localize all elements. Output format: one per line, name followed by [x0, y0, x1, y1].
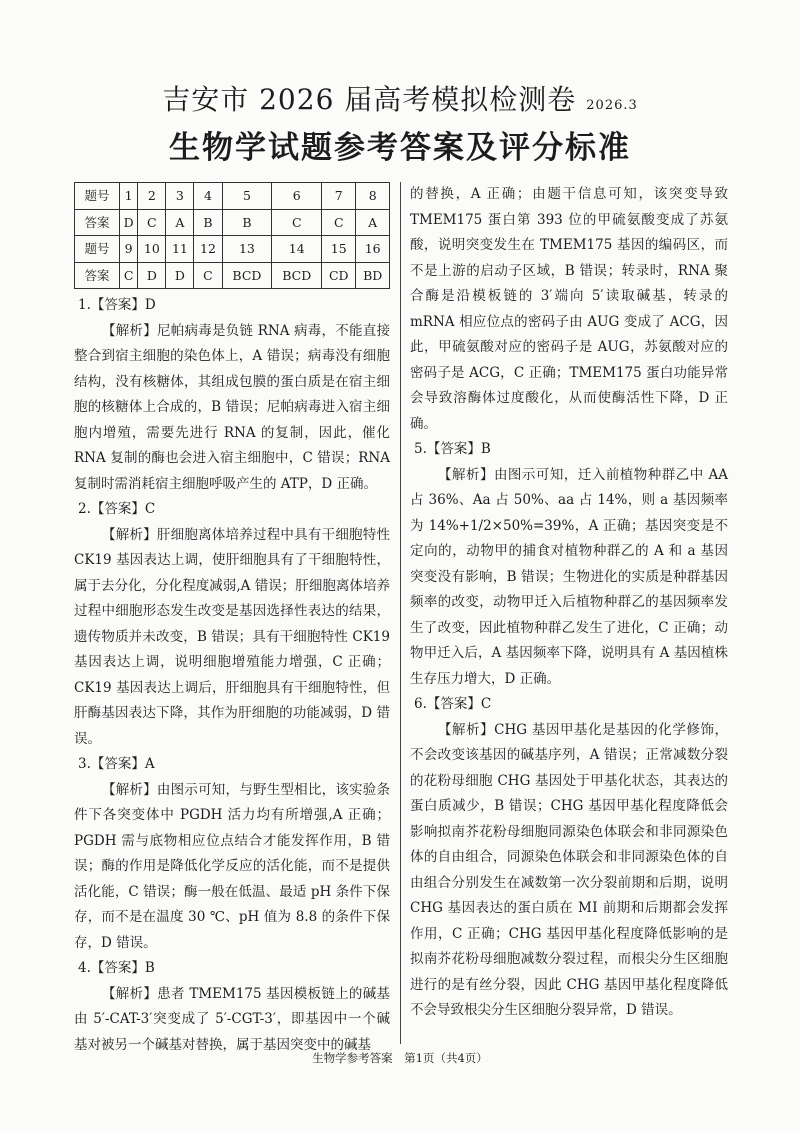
explanation-text: 【解析】肝细胞离体培养过程中具有干细胞特性 CK19 基因表达上调，使肝细胞具有了干细胞特性，属于去分化，分化程度减弱,A 错误；肝细胞离体培养过程中细胞形态发生改变是基因选择性表达的结果，遗传物质并未改变，B 错误；具有干细胞特性 CK19 基因表达上调，说明细胞增殖能力增强，C 正确；CK19 基因表达上调后，肝细胞具有干细胞特性，但肝酶基因表达下降，其作为肝细胞的功能减弱，D 错误。 — [74, 526, 390, 747]
answer-table-cell: 6 — [272, 183, 322, 210]
question-explanation — [410, 692, 728, 1024]
right-column — [410, 182, 728, 1024]
answer-table-cell: 16 — [356, 236, 390, 263]
answer-table-cell: 11 — [166, 236, 194, 263]
explanation-text: 【解析】CHG 基因甲基化是基因的化学修饰，不会改变该基因的碱基序列，A 错误；正常减数分裂的花粉母细胞 CHG 基因处于甲基化状态，其表达的蛋白质减少，B 错误；CHG 基因甲基化程度降低会影响拟南芥花粉母细胞同源染色体联会和非同源染色体的自由组合，同源染色体联会和非同源染色体的自由组合分别发生在减数第一次分裂前期和后期，说明 CHG 基因表达的蛋白质在 MⅠ 前期和后期都会发挥作用，C 正确；CHG 基因甲基化程度降低影响的是拟南芥花粉母细胞减数分裂过程，而根尖分生区细胞进行的是有丝分裂，因此 CHG 基因甲基化程度降低不会导致根尖分生区细胞分裂异常，D 错误。 — [410, 721, 728, 1018]
answer-table-cell: 14 — [272, 236, 322, 263]
answer-table-cell: D — [120, 209, 138, 236]
answer-table-cell: 7 — [322, 183, 356, 210]
answer-table-header-cell: 题号 — [75, 236, 120, 263]
explanation-text: 的替换，A 正确；由题干信息可知，该突变导致 TMEM175 蛋白第 393 位的甲硫氨酸变成了苏氨酸，说明突变发生在 TMEM175 基因的编码区，而不是上游的启动子区域，B 错误；转录时，RNA 聚合酶是沿模板链的 3′端向 5′读取碱基，转录的 mRNA 相应位点的密码子由 AUG 变成了 ACG，因此，甲硫氨酸对应的密码子是 AUG，苏氨酸对应的密码子是 ACG，C 正确；TMEM175 蛋白功能异常会导致溶酶体过度酸化，从而使酶活性下降，D 正确。 — [410, 186, 728, 432]
explanation-text: 【解析】尼帕病毒是负链 RNA 病毒，不能直接整合到宿主细胞的染色体上，A 错误；病毒没有细胞结构，没有核糖体，其组成包膜的蛋白质是在宿主细胞的核糖体上合成的，B 错误；尼帕病毒进入宿主细胞内增殖，需要先进行 RNA 的复制，因此，催化 RNA 复制的酶也会进入宿主细胞中，C 错误；RNA 复制时需消耗宿主细胞呼吸产生的 ATP，D 正确。 — [74, 322, 390, 492]
answer-table-row — [75, 262, 390, 289]
page-footer: 生物学参考答案 第1页（共4页） — [312, 1051, 488, 1065]
exam-title — [0, 78, 800, 118]
question-explanation — [74, 497, 390, 752]
question-explanation — [410, 182, 728, 437]
answer-table-row — [75, 183, 390, 210]
answer-table-cell: C — [272, 209, 322, 236]
answer-table-cell: 10 — [138, 236, 166, 263]
answer-table-cell: 2 — [138, 183, 166, 210]
answer-table-cell: C — [194, 262, 222, 289]
question-explanation — [74, 752, 390, 956]
answer-table-cell: CD — [322, 262, 356, 289]
answer-table-header-cell: 答案 — [75, 262, 120, 289]
left-column — [74, 182, 390, 1058]
answer-table-cell: D — [166, 262, 194, 289]
question-explanation — [74, 956, 390, 1058]
answer-table — [74, 182, 390, 289]
question-answer-heading: 4.【答案】B — [78, 960, 155, 976]
answer-table-row — [75, 209, 390, 236]
question-explanation — [74, 293, 390, 497]
question-answer-heading: 5.【答案】B — [414, 441, 491, 457]
column-divider — [400, 182, 401, 1044]
answer-table-cell: C — [138, 209, 166, 236]
exam-date: 2026.3 — [586, 98, 638, 113]
document-title: 生物学试题参考答案及评分标准 — [169, 130, 631, 166]
explanation-text: 【解析】由图示可知，迁入前植物种群乙中 AA 占 36%、Aa 占 50%、aa 占 14%，则 a 基因频率为 14%+1/2×50%=39%，A 正确；基因突变是不定向的，动物甲的捕食对植物种群乙的 A 和 a 基因突变没有影响，B 错误；生物进化的实质是种群基因频率的改变，动物甲迁入后植物种群乙的基因频率发生了改变，因此植物种群乙发生了进化，C 正确；动物甲迁入后，A 基因频率下降，说明具有 A 基因植株生存压力增大，D 正确。 — [410, 466, 728, 687]
exam-title-text: 吉安市 2026 届高考模拟检测卷 — [162, 83, 577, 116]
answer-table-cell: C — [120, 262, 138, 289]
answer-table-cell: BCD — [222, 262, 272, 289]
answer-table-cell: A — [166, 209, 194, 236]
answer-table-cell: B — [222, 209, 272, 236]
question-explanation — [410, 437, 728, 692]
answer-table-cell: A — [356, 209, 390, 236]
answer-table-cell: 8 — [356, 183, 390, 210]
answer-table-cell: 15 — [322, 236, 356, 263]
question-answer-heading: 6.【答案】C — [414, 696, 492, 712]
answer-table-cell: 4 — [194, 183, 222, 210]
question-answer-heading: 1.【答案】D — [78, 297, 156, 313]
answer-table-cell: D — [138, 262, 166, 289]
answer-table-header-cell: 答案 — [75, 209, 120, 236]
explanation-text: 【解析】由图示可知，与野生型相比，该实验条件下各突变体中 PGDH 活力均有所增强,A 正确；PGDH 需与底物相应位点结合才能发挥作用，B 错误；酶的作用是降低化学反应的活化能，而不是提供活化能，C 错误；酶一般在低温、最适 pH 条件下保存，而不是在温度 30 ℃、pH 值为 8.8 的条件下保存，D 错误。 — [74, 781, 390, 951]
question-answer-heading: 3.【答案】A — [78, 756, 155, 772]
answer-table-cell: 9 — [120, 236, 138, 263]
answer-table-cell: 3 — [166, 183, 194, 210]
answer-table-cell: BCD — [272, 262, 322, 289]
answer-table-row — [75, 236, 390, 263]
answer-table-header-cell: 题号 — [75, 183, 120, 210]
answer-table-cell: 1 — [120, 183, 138, 210]
answer-table-cell: C — [322, 209, 356, 236]
answer-table-cell: 13 — [222, 236, 272, 263]
question-answer-heading: 2.【答案】C — [78, 501, 156, 517]
explanation-text: 【解析】患者 TMEM175 基因模板链上的碱基由 5′-CAT-3′突变成了 5′-CGT-3′，即基因中一个碱基对被另一个碱基对替换，属于基因突变中的碱基 — [74, 985, 390, 1053]
answer-table-cell: B — [194, 209, 222, 236]
answer-table-cell: 12 — [194, 236, 222, 263]
answer-table-cell: 5 — [222, 183, 272, 210]
answer-table-cell: BD — [356, 262, 390, 289]
